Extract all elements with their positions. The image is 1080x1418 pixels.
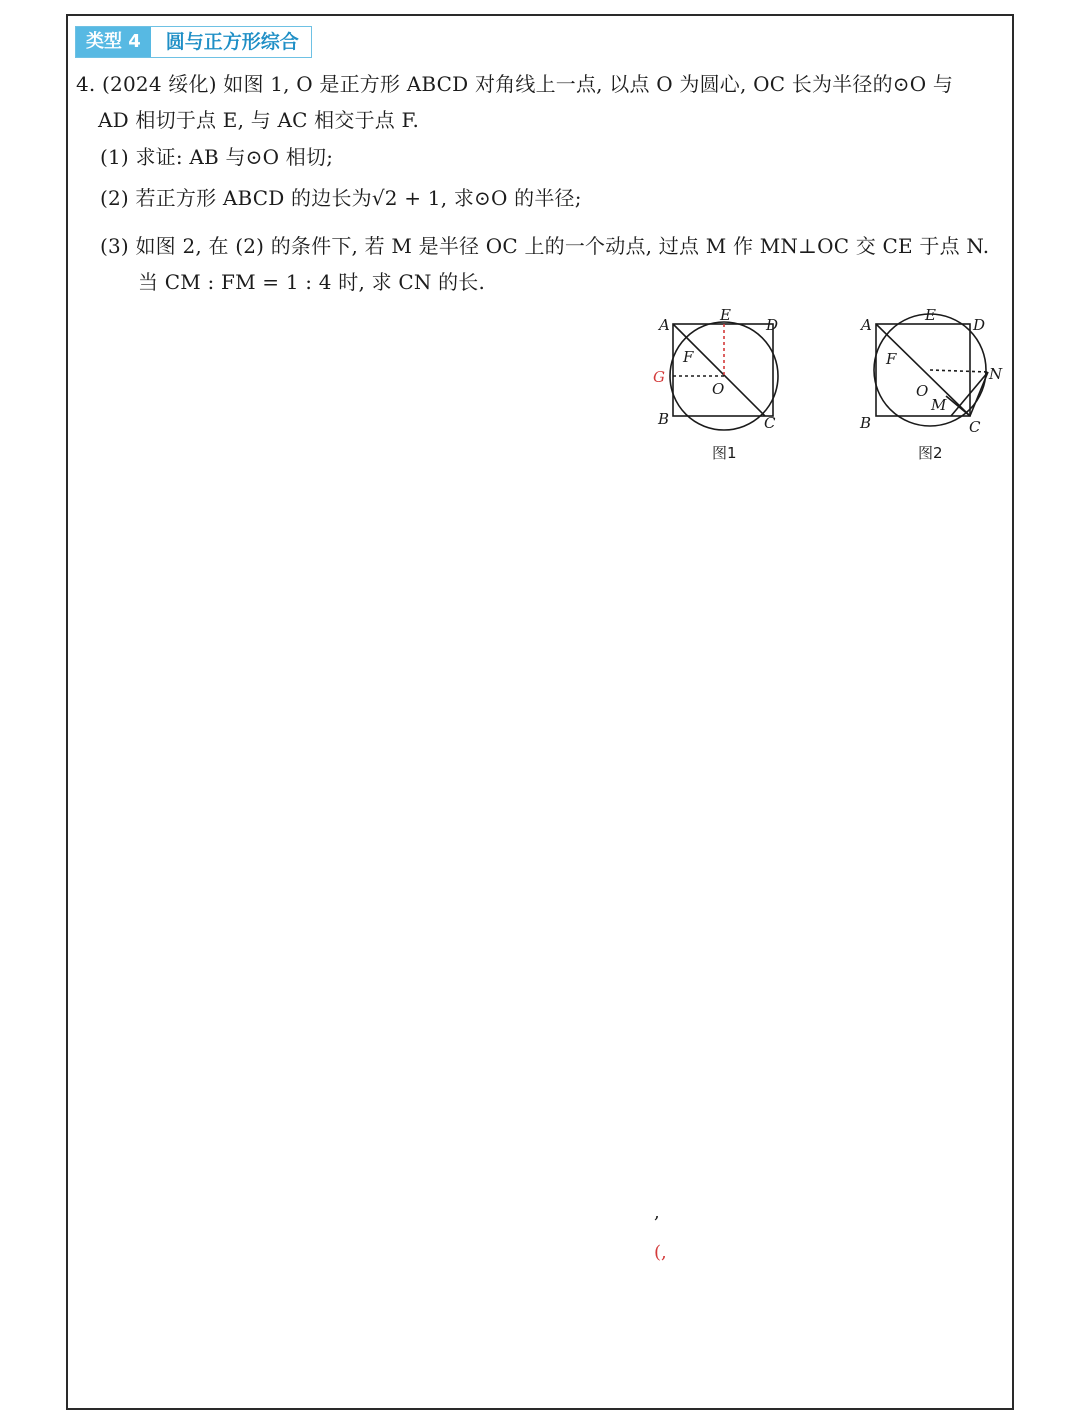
fig2-label-c: C — [969, 418, 981, 436]
fig1-label-g: G — [653, 368, 665, 386]
figures — [640, 300, 1020, 474]
section-title: 圆与正方形综合 — [151, 27, 311, 57]
figure-1 — [670, 322, 778, 430]
fig1-label-c: C — [764, 414, 776, 432]
problem-part1: (1) 求证: AB 与⊙O 相切; — [100, 145, 334, 169]
fig2-label-o: O — [916, 382, 929, 400]
fig2-label-d: D — [973, 316, 986, 334]
mc-segment-fig2 — [946, 396, 970, 416]
fig2-label-f: F — [886, 350, 897, 368]
fig1-label-b: B — [658, 410, 670, 428]
fig1-label-a: A — [659, 316, 670, 334]
problem-part2: (2) 若正方形 ABCD 的边长为√2 + 1, 求⊙O 的半径; — [100, 186, 582, 210]
fig2-label-m: M — [931, 396, 947, 414]
diagonal-ac-fig2 — [876, 324, 970, 416]
fig2-label-a: A — [861, 316, 872, 334]
geometry-figures — [640, 300, 1020, 470]
diagonal-ac-fig1 — [673, 324, 765, 416]
section-type-label: 类型 4 — [76, 27, 151, 57]
fig2-caption: 图2 — [918, 444, 943, 462]
problem-part3-line1: (3) 如图 2, 在 (2) 的条件下, 若 M 是半径 OC 上的一个动点, 过点 M 作 MN⊥OC 交 CE 于点 N. — [100, 234, 990, 258]
fig1-label-e: E — [720, 306, 731, 324]
cn-line-fig2 — [970, 372, 988, 416]
fig1-label-f: F — [683, 348, 694, 366]
stray-mark-red: (, — [654, 1242, 667, 1263]
problem-statement-line1: 4. (2024 绥化) 如图 1, O 是正方形 ABCD 对角线上一点, 以点 O 为圆心, OC 长为半径的⊙O 与 — [76, 72, 954, 96]
fig1-label-d: D — [766, 316, 779, 334]
fig2-label-b: B — [860, 414, 872, 432]
fig1-label-o: O — [712, 380, 725, 398]
problem-statement-line2: AD 相切于点 E, 与 AC 相交于点 F. — [98, 108, 420, 132]
problem-part3-line2: 当 CM : FM = 1 : 4 时, 求 CN 的长. — [138, 270, 486, 294]
stray-mark-comma: , — [654, 1202, 660, 1223]
fig2-label-n: N — [989, 365, 1003, 383]
fig2-label-e: E — [925, 306, 936, 324]
on-dashed-fig2 — [930, 370, 988, 372]
section-tag — [75, 26, 312, 58]
fig1-caption: 图1 — [712, 444, 737, 462]
square-abcd-fig1 — [673, 324, 773, 416]
worksheet-frame — [66, 14, 1014, 1410]
